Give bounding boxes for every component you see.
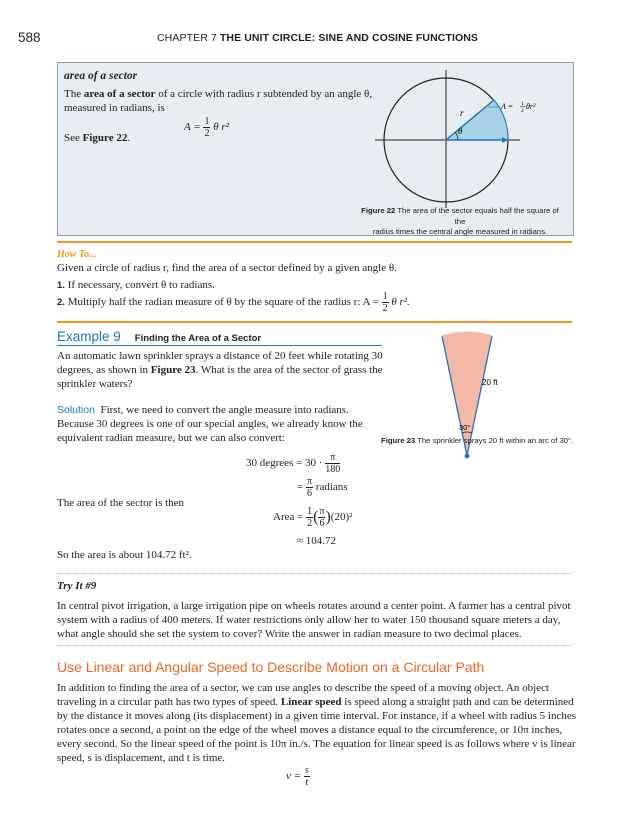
section-line5: every second. So the linear speed of the point is 10π in./s. The equation for linear speed is as follows where v is linear: [57, 738, 576, 750]
eq2-rhs: radians: [315, 481, 348, 494]
example-number: Example 9: [57, 329, 121, 344]
eq2-fraction: [306, 476, 313, 499]
chapter-title: THE UNIT CIRCLE: SINE AND COSINE FUNCTIONS: [219, 32, 479, 44]
equation-3: [273, 506, 352, 529]
fig22-sector: [446, 100, 508, 140]
howto-step2: [57, 291, 410, 314]
section-line3: by the distance it moves along (its displacement) in a given time interval. For instance, if a wheel with radius 5 inches: [57, 710, 577, 722]
solution-line2: Because 30 degrees is one of our special angles, we already know the: [57, 418, 363, 430]
fig22-label-A-num: 1: [521, 101, 524, 107]
chapter-prefix: CHAPTER 7: [157, 32, 217, 44]
definition-title: area of a sector: [64, 70, 138, 82]
formula-fraction: [203, 116, 210, 139]
eq1-den: 180: [325, 464, 341, 475]
solution-line1: First, we need to convert the angle measure into radians.: [100, 404, 349, 416]
eq2-den: 6: [307, 488, 312, 499]
definition-term: area of a sector: [83, 88, 156, 100]
section-formula-fraction: [304, 765, 310, 788]
eq3-n2: π: [319, 506, 325, 517]
howto-bottom-rule: [57, 321, 572, 323]
see-suffix: .: [127, 132, 131, 144]
fig22-label-theta: θ: [458, 126, 463, 136]
fig22-caption-line1: The area of the sector equals half the square of the: [397, 206, 559, 226]
definition-text-1c: of a circle with radius r subtended by an angle θ,: [155, 88, 373, 100]
howto-step1-num: 1.: [57, 280, 65, 291]
formula-den: 2: [204, 128, 210, 139]
eq1-num: π: [325, 452, 340, 464]
eq3-n1: 1: [307, 506, 313, 517]
definition-text: [64, 87, 374, 115]
solution-text: [57, 403, 387, 445]
tryit-line1: In central pivot irrigation, a large irrigation pipe on wheels rotates around a center point. A farmer has a central pivot: [57, 600, 571, 612]
howto-step2-frac-den: 2: [382, 303, 388, 314]
section-line4: rotates once a second, a point on the edge of the wheel moves a distance equal to the circumference, or 10π inches,: [57, 724, 563, 736]
figure23-caption: [381, 436, 581, 447]
howto-title: How To...: [57, 249, 97, 260]
definition-formula: [184, 116, 229, 139]
tryit-title: Try It #9: [57, 580, 97, 592]
see-prefix: See: [64, 132, 83, 144]
fig23-caption-text: The sprinkler sprays 20 ft within an arc of 30°.: [417, 436, 574, 445]
howto-step1-text: If necessary, convert θ to radians.: [67, 279, 215, 291]
fig22-label-A-rhs: θr²: [526, 102, 536, 111]
fig22-caption-line2: radius times the central angle measured in radians.: [372, 227, 548, 236]
fig23-caption-label: Figure 23: [381, 436, 416, 445]
solution-label: Solution: [57, 404, 95, 416]
tryit-line3: what angle should she set the system to cover? Write the answer in radian measure to two decimal places.: [57, 628, 522, 640]
howto-intro: Given a circle of radius r, find the area of a sector defined by a given angle θ.: [57, 262, 397, 274]
fig22-caption-label: Figure 22: [361, 206, 396, 215]
problem-line2: degrees, as shown in: [57, 364, 149, 376]
section-formula-num: s: [304, 765, 309, 776]
example-problem: [57, 349, 387, 391]
howto-step2-tail: θ r².: [391, 296, 410, 309]
section-term: Linear speed: [280, 696, 342, 708]
equation-2: [297, 476, 348, 499]
equation-4: ≈ 104.72: [297, 535, 337, 547]
example-header: [57, 328, 261, 346]
example-title: Finding the Area of a Sector: [134, 333, 262, 344]
section-line2c: is speed along a straight path and can be determined: [341, 696, 574, 708]
eq3-d1: 2: [307, 518, 313, 529]
section-formula: [286, 765, 310, 788]
problem-line3: sprinkler waters?: [57, 378, 133, 390]
fig22-label-A: A =: [501, 102, 514, 111]
tryit-body: [57, 599, 577, 641]
eq2-num: π: [306, 476, 313, 487]
formula-num: 1: [204, 116, 210, 127]
see-figure-line: [64, 131, 130, 145]
definition-text-1a: The: [64, 88, 84, 100]
equation-1: [246, 452, 340, 475]
howto-step2-fraction: [382, 291, 389, 314]
fig22-label-r: r: [460, 108, 464, 118]
formula-lhs: A =: [184, 121, 201, 134]
tryit-separator: [57, 573, 572, 574]
eq3-lhs: Area =: [273, 511, 304, 524]
section-formula-lhs: v =: [286, 770, 302, 783]
definition-text-2: measured in radians, is: [64, 102, 165, 114]
page-number: 588: [18, 30, 41, 45]
see-ref: Figure 22: [82, 132, 128, 144]
figure22-diagram: [370, 68, 560, 210]
formula-rhs: θ r²: [213, 121, 229, 134]
eq2-lhs: =: [297, 481, 304, 494]
tryit-bottom-separator: [57, 645, 572, 646]
section-line1: In addition to finding the area of a sector, we can use angles to describe the speed of a moving object. An object: [57, 682, 549, 694]
tryit-line2: system with a radius of 400 meters. If water restrictions only allow her to water 150 thousand square meters a day,: [57, 614, 561, 626]
problem-line2-tail: . What is the area of the sector of grass the: [195, 364, 383, 376]
howto-step2-num: 2.: [57, 297, 65, 309]
eq3-rhs: (20)²: [330, 511, 353, 524]
conclusion: So the area is about 104.72 ft².: [57, 549, 192, 561]
solution-line3: equivalent radian measure, but we can also convert:: [57, 432, 285, 444]
section-heading: Use Linear and Angular Speed to Describe Motion on a Circular Path: [57, 659, 485, 675]
fig23-label-20ft: 20 ft: [482, 378, 498, 387]
fig23-sprinkler-point: [465, 454, 470, 459]
section-line6: speed, s is displacement, and t is time.: [57, 752, 226, 764]
fig22-label-A-den: 2: [521, 108, 524, 114]
example-rule: [57, 345, 382, 346]
eq3-lparen: (: [313, 508, 319, 526]
chapter-header: [157, 32, 478, 44]
area-intro: The area of the sector is then: [57, 497, 185, 509]
howto-step2-frac-num: 1: [382, 291, 388, 302]
section-body: [57, 681, 577, 765]
eq3-d2: 6: [319, 518, 325, 529]
eq1-lhs: 30 degrees = 30 ·: [246, 457, 323, 470]
figure22-caption: [360, 206, 560, 238]
problem-ref: Figure 23: [150, 364, 196, 376]
section-line2a: traveling in a circular path has two types of speed.: [57, 696, 281, 708]
howto-step2-text: Multiply half the radian measure of θ by the square of the radius r: A =: [67, 296, 379, 309]
howto-top-rule: [57, 241, 572, 243]
problem-line1: An automatic lawn sprinkler sprays a distance of 20 feet while rotating 30: [57, 350, 383, 362]
eq3-rparen: ): [325, 508, 331, 526]
eq1-fraction: [325, 452, 340, 475]
fig23-label-30: 30°: [459, 423, 471, 432]
section-formula-den: t: [305, 777, 309, 788]
